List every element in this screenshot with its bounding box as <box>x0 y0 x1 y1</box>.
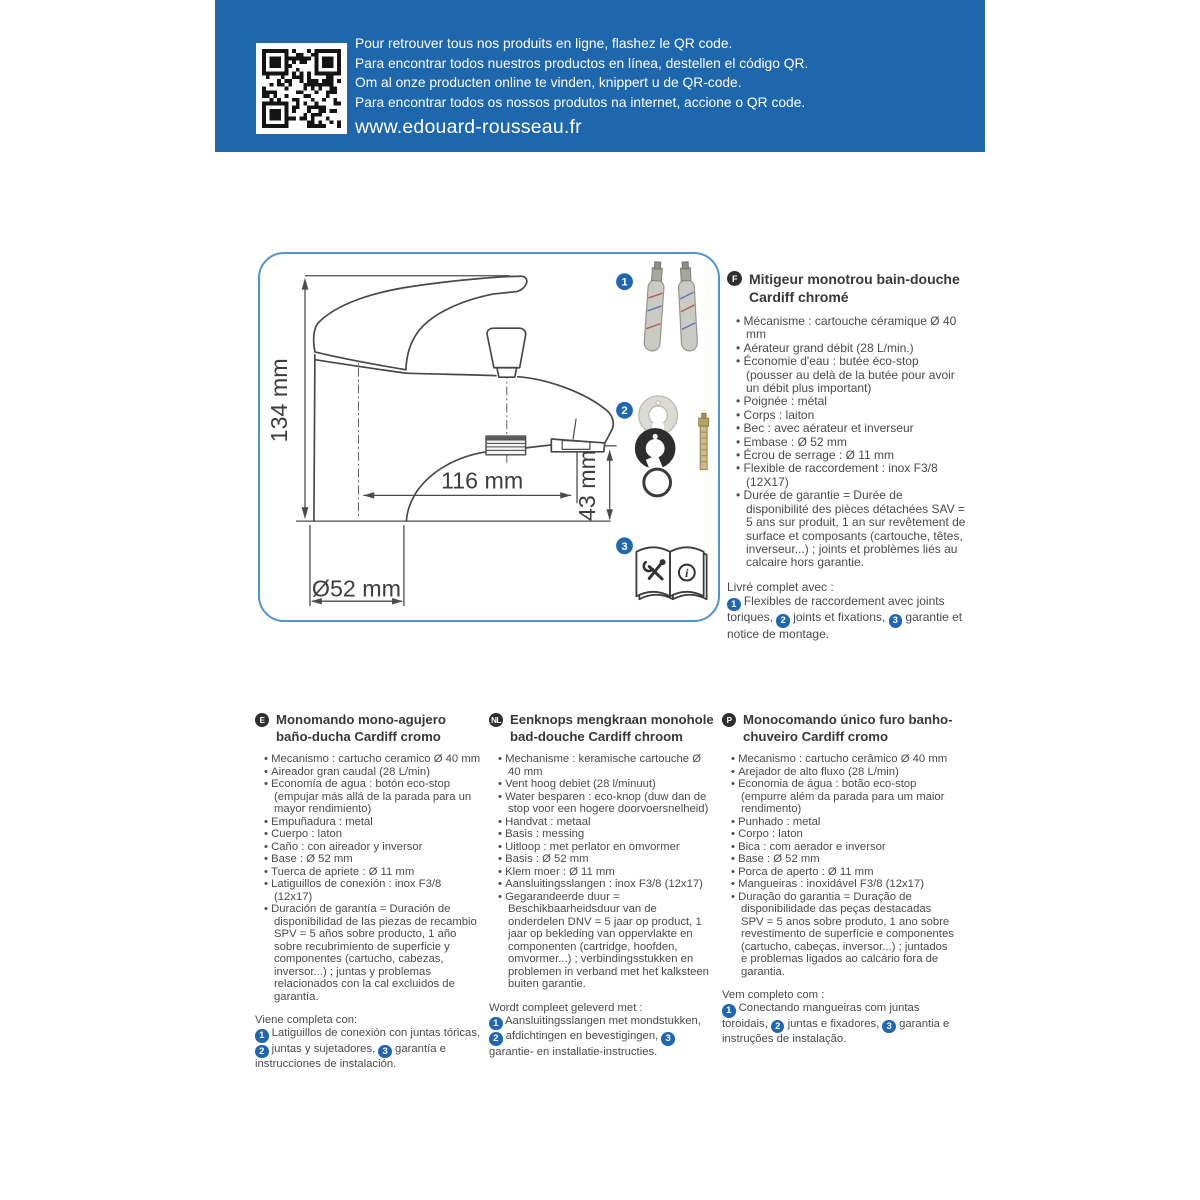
feature-item: • Empuñadura : metal <box>264 816 481 829</box>
feature-item: • Arejador de alto fluxo (28 L/min) <box>731 766 954 779</box>
step-text: Conectando mangueiras com juntas toroidais, <box>722 1002 920 1030</box>
step-number-badge: 1 <box>489 1017 503 1031</box>
step-number-badge: 1 <box>722 1004 736 1018</box>
step-number-badge: 3 <box>621 540 628 553</box>
website-url: www.edouard-rousseau.fr <box>355 116 582 139</box>
step-number-badge: 1 <box>621 276 628 289</box>
feature-item: • Economía de agua : botón eco-stop (empujar más allá de la parada para un mayor rendimiento) <box>264 778 481 816</box>
feature-item: • Base : Ø 52 mm <box>731 853 954 866</box>
banner-lines <box>355 34 808 112</box>
step-number-badge: 3 <box>882 1020 896 1034</box>
delivery-intro: Wordt compleet geleverd met : <box>489 1001 643 1014</box>
feature-item: • Tuerca de apriete : Ø 11 mm <box>264 866 481 879</box>
product-title: Monomando mono-agujero baño-ducha Cardiff cromo <box>276 712 446 744</box>
step-number-badge: 2 <box>776 614 790 628</box>
center-axes <box>358 351 506 519</box>
feature-list <box>489 753 715 991</box>
feature-item: • Duración de garantía = Duración de disponibilidad de las piezas de recambio SPV = 5 años sobre producto, 1 año sobre recubrimiento de superficie y componentes (cartucho, cabezas, inversor...) ; juntas y problemas relacionados con la cal excluidos de garantía. <box>264 903 481 1003</box>
banner-line: Om al onze producten online te vinden, knippert u de QR-code. <box>355 75 742 91</box>
step-text: afdichtingen en bevestigingen, <box>502 1030 662 1043</box>
feature-item: • Water besparen : eco-knop (duw dan de stop voor een hogere doorvoersnelheid) <box>498 791 715 816</box>
section-french <box>727 270 967 641</box>
feature-item: • Punhado : metal <box>731 816 954 829</box>
feature-item: • Mécanisme : cartouche céramique Ø 40 mm <box>736 315 967 342</box>
feature-item: • Economia de água : botão eco-stop (empurre além da parada para um maior rendimento) <box>731 778 954 816</box>
step-number-badge: 2 <box>621 405 628 418</box>
diverter-knob-stem <box>497 368 517 377</box>
feature-item: • Flexible de raccordement : inox F3/8 (12X17) <box>736 462 967 489</box>
step-number-badge: 1 <box>727 598 741 612</box>
feature-item: • Klem moer : Ø 11 mm <box>498 866 715 879</box>
step-number-badge: 1 <box>255 1029 269 1043</box>
feature-item: • Aérateur grand débit (28 L/min.) <box>736 342 967 355</box>
banner-line: Para encontrar todos nuestros productos en línea, destellen el código QR. <box>355 55 809 71</box>
feature-item: • Cuerpo : laton <box>264 828 481 841</box>
diverter-knob <box>487 328 526 368</box>
delivery-steps <box>255 1027 480 1070</box>
step-text: garantía e instrucciones de instalación. <box>255 1042 446 1071</box>
feature-item: • Basis : messing <box>498 828 715 841</box>
feature-item: • Handvat : metaal <box>498 816 715 829</box>
feature-list <box>727 315 967 570</box>
threaded-stud <box>699 413 709 469</box>
spout-nose <box>518 377 614 443</box>
feature-item: • Économie d'eau : butée éco-stop (pousser au delà de la butée pour avoir un débit plus important) <box>736 355 967 395</box>
section-spanish <box>255 712 481 1071</box>
feature-item: • Mecanismo : cartucho cerâmico Ø 40 mm <box>731 753 954 766</box>
feature-item: • Poignée : métal <box>736 395 967 408</box>
step-number-badge: 3 <box>378 1045 392 1059</box>
product-title: Eenknops mengkraan monohole bad-douche Cardiff chroom <box>510 712 714 744</box>
feature-list <box>255 753 481 1003</box>
technical-drawing-panel <box>258 252 720 622</box>
feature-item: • Vent hoog debiet (28 l/minuut) <box>498 778 715 791</box>
step-text: juntas e fixadores, <box>784 1017 883 1030</box>
base-left-edge <box>314 355 315 521</box>
step-text: garantie- en installatie-instructies. <box>489 1045 658 1058</box>
language-badge: F <box>727 271 742 286</box>
section-portuguese <box>722 712 954 1046</box>
underside-line <box>526 445 552 448</box>
delivery-intro: Livré complet avec : <box>727 579 834 594</box>
svg-text:i: i <box>685 565 689 580</box>
fixings-icon <box>640 401 708 496</box>
drawing-step-badges <box>616 273 633 554</box>
step-text: Aansluitingsslangen met mondstukken, <box>502 1014 701 1027</box>
delivery-contents <box>722 989 954 1046</box>
delivery-intro: Viene completa con: <box>255 1014 358 1026</box>
step-text: garantia e instruções de instalação. <box>722 1017 950 1046</box>
delivery-contents <box>489 1002 715 1059</box>
section-heading <box>489 712 715 745</box>
spout-top-edge <box>406 373 496 375</box>
feature-item: • Duração do garantia = Duração de disponibilidade das peças destacadas SPV = 5 anos sobre produto, 1 ano sobre revestimento de superfície e componentes (cartucho, cabeças, inversor...) ; juntados e problemas ligados ao calcário fora de garantia. <box>731 891 954 979</box>
dim-base-diameter-label: Ø52 mm <box>311 575 401 602</box>
dim-spout-height-label: 43 mm <box>573 449 600 521</box>
dim-length-label: 116 mm <box>440 467 524 494</box>
feature-item: • Gegarandeerde duur = Beschikbaarheidsduur van de onderdelen DNV = 5 jaar op product, 1 jaar op bekleding van oppervlakte en componenten (cartridge, hoofden, omvormer...) ; verbindingsstukken en problemen in verband met het kalksteen buiten garantie. <box>498 891 715 991</box>
flexible-hoses-icon <box>644 261 698 351</box>
section-heading <box>255 712 481 745</box>
step-number-badge: 3 <box>661 1032 675 1046</box>
qr-banner <box>215 0 985 152</box>
manual-book-icon <box>636 547 706 599</box>
feature-item: • Uitloop : met perlator en omvormer <box>498 841 715 854</box>
feature-item: • Aansluitingsslangen : inox F3/8 (12x17) <box>498 878 715 891</box>
section-dutch <box>489 712 715 1059</box>
feature-item: • Aireador gran caudal (28 L/min) <box>264 766 481 779</box>
feature-item: • Latiguillos de conexión : inox F3/8 (12x17) <box>264 878 481 903</box>
language-badge: P <box>722 713 736 727</box>
step-number-badge: 2 <box>255 1045 269 1059</box>
delivery-steps <box>489 1015 701 1058</box>
step-text: Latiguillos de conexión con juntas tóricas, <box>268 1027 481 1040</box>
product-title: Monocomando único furo banho-chuveiro Cardiff cromo <box>743 712 953 744</box>
feature-item: • Caño : con aireador y inversor <box>264 841 481 854</box>
banner-text <box>355 34 808 139</box>
feature-item: • Mecanismo : cartucho ceramico Ø 40 mm <box>264 753 481 766</box>
feature-item: • Mangueiras : inoxidável F3/8 (12x17) <box>731 878 954 891</box>
dim-height-label: 134 mm <box>266 358 293 443</box>
feature-item: • Écrou de serrage : Ø 11 mm <box>736 449 967 462</box>
section-heading <box>722 712 954 745</box>
feature-item: • Bec : avec aérateur et inverseur <box>736 422 967 435</box>
banner-line: Para encontrar todos os nossos produtos na internet, accione o QR code. <box>355 94 806 110</box>
feature-item: • Corps : laiton <box>736 409 967 422</box>
section-heading <box>727 270 967 306</box>
delivery-contents <box>255 1014 481 1071</box>
step-text: garantie et notice de montage. <box>727 610 963 641</box>
delivery-steps <box>727 594 962 641</box>
feature-item: • Porca de aperto : Ø 11 mm <box>731 866 954 879</box>
banner-line: Pour retrouver tous nos produits en ligne, flashez le QR code. <box>355 36 733 51</box>
feature-item: • Bica : com aerador e inversor <box>731 841 954 854</box>
delivery-intro: Vem completo com : <box>722 989 825 1001</box>
dimension-labels <box>266 358 600 601</box>
language-badge: E <box>255 713 269 727</box>
faucet-dimension-drawing <box>260 254 718 620</box>
aerator <box>486 436 526 455</box>
feature-item: • Corpo : laton <box>731 828 954 841</box>
step-number-badge: 2 <box>771 1020 785 1034</box>
feature-item: • Durée de garantie = Durée de disponibilité des pièces détachées SAV = 5 ans sur produit, 1 an sur revêtement de surface et composants (cartouche, têtes, inverseur...) ; joints et problèmes liés au calcaire hors garantie. <box>736 489 967 569</box>
step-text: Flexibles de raccordement avec joints toriques, <box>727 593 945 625</box>
feature-item: • Embase : Ø 52 mm <box>736 436 967 449</box>
qr-code-icon <box>262 49 341 128</box>
language-badge: NL <box>489 713 503 727</box>
product-title: Mitigeur monotrou bain-douche Cardiff chromé <box>749 271 960 305</box>
step-text: joints et fixations, <box>789 610 889 625</box>
info-icon <box>679 565 695 581</box>
feature-item: • Base : Ø 52 mm <box>264 853 481 866</box>
step-text: juntas y sujetadores, <box>268 1042 379 1055</box>
feature-list <box>722 753 954 978</box>
feature-item: • Basis : Ø 52 mm <box>498 853 715 866</box>
step-number-badge: 2 <box>489 1032 503 1046</box>
delivery-steps <box>722 1002 949 1045</box>
step-number-badge: 3 <box>889 614 903 628</box>
feature-item: • Mechanisme : keramische cartouche Ø 40 mm <box>498 753 715 778</box>
qr-code-box <box>256 43 347 134</box>
delivery-contents <box>727 581 967 642</box>
